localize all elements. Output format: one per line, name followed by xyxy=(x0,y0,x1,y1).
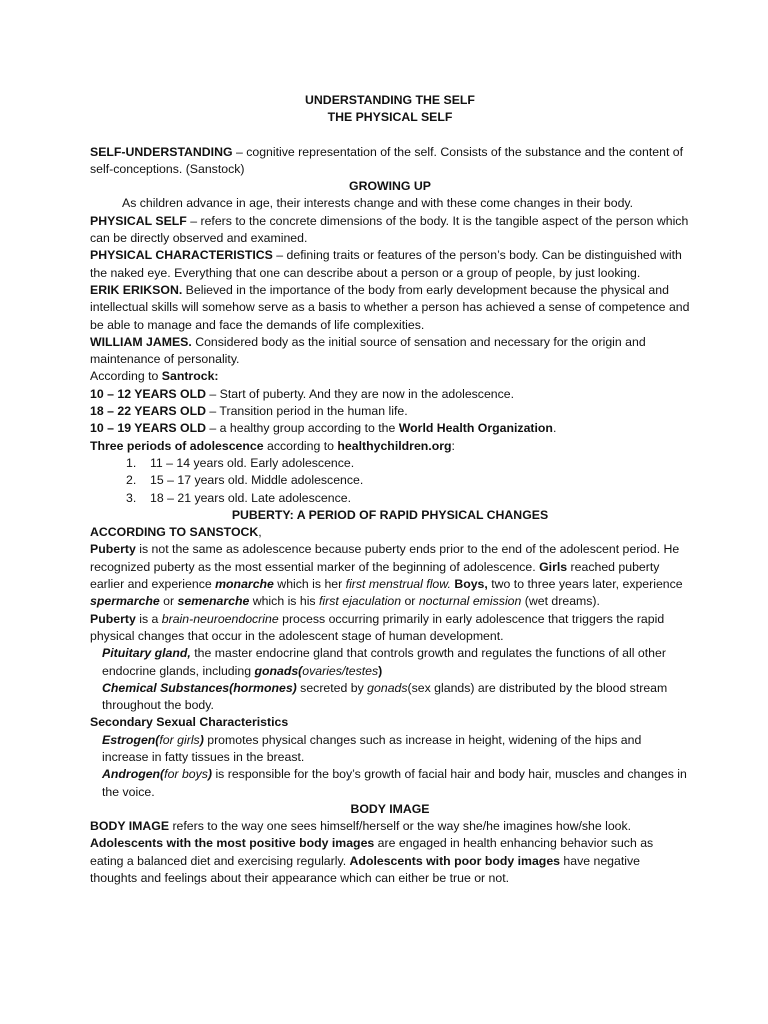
physical-self-term: PHYSICAL SELF xyxy=(90,213,187,228)
pituitary-paragraph xyxy=(90,645,690,680)
erikson-paragraph xyxy=(90,282,690,334)
list-text: 11 – 14 years old. Early adolescence. xyxy=(150,455,355,470)
document-page xyxy=(90,92,690,887)
text-run: which is his xyxy=(249,594,320,609)
who-organization-name: World Health Organization xyxy=(398,421,553,436)
age-range-desc: – Transition period in the human life. xyxy=(205,404,408,419)
self-understanding-text: – cognitive representation of the self. Consists of the substance and the content of self-conceptions. (Sanstock) xyxy=(90,144,684,176)
estrogen-term: Estrogen( xyxy=(102,732,160,747)
list-number: 1. xyxy=(126,455,137,470)
puberty-term: Puberty xyxy=(90,611,136,626)
boys-term: Boys, xyxy=(454,577,488,592)
body-image-paragraph xyxy=(90,835,690,887)
text-run: process occurring primarily in early adolescence that triggers the rapid physical changes that occur in the adolescent stage of human development. xyxy=(90,611,665,643)
self-understanding-term: SELF-UNDERSTANDING xyxy=(90,144,233,159)
poor-body-image-term: Adolescents with poor body images xyxy=(349,853,560,868)
periods-intro xyxy=(90,438,690,455)
who-age-range-desc: – a healthy group according to the xyxy=(205,421,399,436)
puberty-heading: PUBERTY: A PERIOD OF RAPID PHYSICAL CHANGES xyxy=(231,507,549,522)
periods-list xyxy=(90,455,690,507)
text-run: have negative thoughts and feelings about their appearance which can either be true or not. xyxy=(90,853,640,886)
periods-end: : xyxy=(451,438,455,453)
puberty-term: Puberty xyxy=(90,542,136,557)
age-range-item xyxy=(90,403,690,420)
periods-mid: according to xyxy=(263,438,338,453)
james-paragraph xyxy=(90,334,690,369)
james-text: Considered body as the initial source of sensation and necessary for the origin and maintenance of personality. xyxy=(90,334,646,367)
semenarche-term: semenarche xyxy=(177,594,250,609)
puberty-paragraph-2 xyxy=(90,611,690,646)
santrock-intro xyxy=(90,368,690,385)
body-image-term: BODY IMAGE xyxy=(90,819,170,834)
who-age-range-label: 10 – 19 YEARS OLD xyxy=(90,421,206,436)
periods-term: Three periods of adolescence xyxy=(90,438,264,453)
growing-up-heading: GROWING UP xyxy=(349,179,431,194)
document-subtitle: THE PHYSICAL SELF xyxy=(327,110,453,125)
list-item xyxy=(126,490,690,507)
list-number: 3. xyxy=(126,490,137,505)
who-end: . xyxy=(552,421,557,436)
text-run: or xyxy=(401,594,419,609)
age-range-desc: – Start of puberty. And they are now in the adolescence. xyxy=(205,386,515,401)
text-run: (wet dreams). xyxy=(521,594,600,609)
text-run: two to three years later, experience xyxy=(487,577,683,592)
hormones-paragraph xyxy=(90,680,690,715)
james-term: WILLIAM JAMES. xyxy=(90,334,192,349)
monarche-term: monarche xyxy=(215,577,274,592)
puberty-paragraph-1 xyxy=(90,541,690,610)
title-block xyxy=(90,92,690,127)
text-run: or xyxy=(159,594,178,609)
age-range-label: 18 – 22 YEARS OLD xyxy=(90,404,206,419)
gonads-term: gonads( xyxy=(254,663,303,678)
according-line xyxy=(90,524,690,541)
positive-body-image-term: Adolescents with the most positive body images xyxy=(90,836,375,851)
for-boys: for boys xyxy=(164,767,208,782)
periods-source: healthychildren.org xyxy=(337,438,452,453)
first-ejaculation: first ejaculation xyxy=(319,594,402,609)
text-run: (sex glands) are distributed by the blood stream throughout the body. xyxy=(102,680,668,713)
nocturnal-emission: nocturnal emission xyxy=(418,594,522,609)
for-girls: for girls xyxy=(159,732,200,747)
text-run: the master endocrine gland that controls growth and regulates the functions of all other endocrine glands, including xyxy=(102,646,666,678)
text-run: ) xyxy=(207,767,213,782)
document-title: UNDERSTANDING THE SELF xyxy=(305,93,475,107)
text-run: reached puberty earlier and experience xyxy=(90,559,660,592)
body-image-heading: BODY IMAGE xyxy=(350,801,430,816)
erikson-text: Believed in the importance of the body from early development because the physical and intellectual skills will somehow serve as a basis to whether a person has achieved a sense of competence and be able to manage and face the demands of life complexities. xyxy=(90,282,690,332)
age-range-item xyxy=(90,386,690,403)
who-age-range-item xyxy=(90,420,690,437)
androgen-term: Androgen( xyxy=(102,767,165,782)
spermarche-term: spermarche xyxy=(90,594,160,609)
age-range-label: 10 – 12 YEARS OLD xyxy=(90,386,206,401)
santrock-prefix: According to xyxy=(90,369,162,384)
girls-term: Girls xyxy=(539,559,568,574)
first-menstrual-flow: first menstrual flow. xyxy=(345,577,451,592)
text-run: ) xyxy=(378,663,383,678)
text-run: is not the same as adolescence because puberty ends prior to the end of the adolescent period. He recognized puberty as the most essential marker of the beginning of adolescence. xyxy=(90,542,680,574)
according-comma: , xyxy=(258,525,262,540)
text-run: refers to the way one sees himself/herself or the way she/he imagines how/she look. xyxy=(169,819,632,834)
text-run: are engaged in health enhancing behavior such as eating a balanced diet and exercising regularly. xyxy=(90,836,654,868)
gonads-term: gonads xyxy=(367,680,408,695)
physical-self-definition xyxy=(90,213,690,248)
growing-up-intro: As children advance in age, their interests change and with these come changes in their body. xyxy=(122,196,634,211)
list-item xyxy=(126,455,690,472)
physical-self-text: – refers to the concrete dimensions of the body. It is the tangible aspect of the person which can be directly observed and examined. xyxy=(90,213,689,246)
physical-characteristics-definition xyxy=(90,247,690,282)
self-understanding-definition xyxy=(90,144,690,179)
according-label: ACCORDING TO SANSTOCK xyxy=(90,525,259,540)
text-run: ) xyxy=(199,732,204,747)
list-text: 15 – 17 years old. Middle adolescence. xyxy=(150,473,364,488)
androgen-paragraph xyxy=(90,766,690,801)
text-run: which is her xyxy=(273,577,346,592)
list-text: 18 – 21 years old. Late adolescence. xyxy=(150,490,351,505)
brain-neuroendocrine-term: brain-neuroendocrine xyxy=(161,611,279,626)
text-run: is responsible for the boy’s growth of facial hair and body hair, muscles and changes in the voice. xyxy=(102,767,687,799)
body-image-definition xyxy=(90,818,690,835)
secondary-sexual-heading: Secondary Sexual Characteristics xyxy=(90,715,289,730)
estrogen-paragraph xyxy=(90,732,690,767)
text-run: is a xyxy=(135,611,162,626)
text-run: secreted by xyxy=(296,680,368,695)
hormones-term: Chemical Substances(hormones) xyxy=(102,680,297,695)
text-run: promotes physical changes such as increase in height, widening of the hips and increase in fatty tissues in the breast. xyxy=(102,732,642,764)
physical-characteristics-term: PHYSICAL CHARACTERISTICS xyxy=(90,248,273,263)
list-number: 2. xyxy=(126,473,137,488)
physical-characteristics-text: – defining traits or features of the person’s body. Can be distinguished with the naked eye. Everything that one can describe about a person or a group of people, by just looking. xyxy=(90,248,682,280)
santrock-name: Santrock: xyxy=(161,369,219,384)
ovaries-testes: ovaries/testes xyxy=(302,663,379,678)
pituitary-term: Pituitary gland, xyxy=(102,646,191,661)
erikson-term: ERIK ERIKSON. xyxy=(90,282,183,297)
list-item xyxy=(126,472,690,489)
